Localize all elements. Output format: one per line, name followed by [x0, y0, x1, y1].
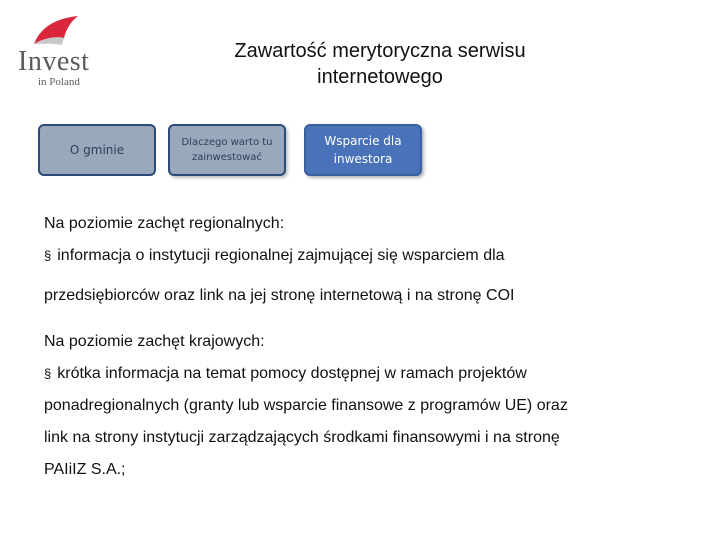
- regional-bullet-line-2: przedsiębiorców oraz link na jej stronę internetową i na stronę COI: [44, 287, 515, 304]
- regional-bullet: [44, 240, 664, 272]
- tab-dlaczego-warto[interactable]: [168, 124, 286, 176]
- logo-subtitle: in Poland: [38, 76, 80, 88]
- regional-heading: Na poziomie zachęt regionalnych:: [44, 215, 285, 232]
- national-bullet: [44, 358, 664, 390]
- content-area: [44, 208, 664, 486]
- tab-label: Wsparcie dla inwestora: [324, 134, 402, 166]
- tab-wsparcie-dla-inwestora[interactable]: [304, 124, 422, 176]
- national-bullet-line-2: ponadregionalnych (granty lub wsparcie finansowe z programów UE) oraz: [44, 397, 568, 414]
- title-line-1: Zawartość merytoryczna serwisu: [234, 40, 526, 62]
- national-bullet-line-1: krótka informacja na temat pomocy dostępnej w ramach projektów: [57, 365, 527, 382]
- national-bullet-line-4: PAIiIZ S.A.;: [44, 461, 126, 478]
- invest-in-poland-logo: [16, 14, 108, 86]
- regional-bullet-line-1: informacja o instytucji regionalnej zajmującej się wsparciem dla: [57, 247, 505, 264]
- national-heading: Na poziomie zachęt krajowych:: [44, 333, 265, 350]
- tab-o-gminie[interactable]: [38, 124, 156, 176]
- title-line-2: internetowego: [317, 66, 443, 88]
- national-bullet-line-3: link na strony instytucji zarządzających środkami finansowymi i na stronę: [44, 429, 560, 446]
- page-title: [170, 38, 590, 90]
- tab-label: O gminie: [69, 143, 125, 157]
- logo-word: Invest: [18, 46, 90, 77]
- tab-label: Dlaczego warto tu zainwestować: [181, 137, 273, 163]
